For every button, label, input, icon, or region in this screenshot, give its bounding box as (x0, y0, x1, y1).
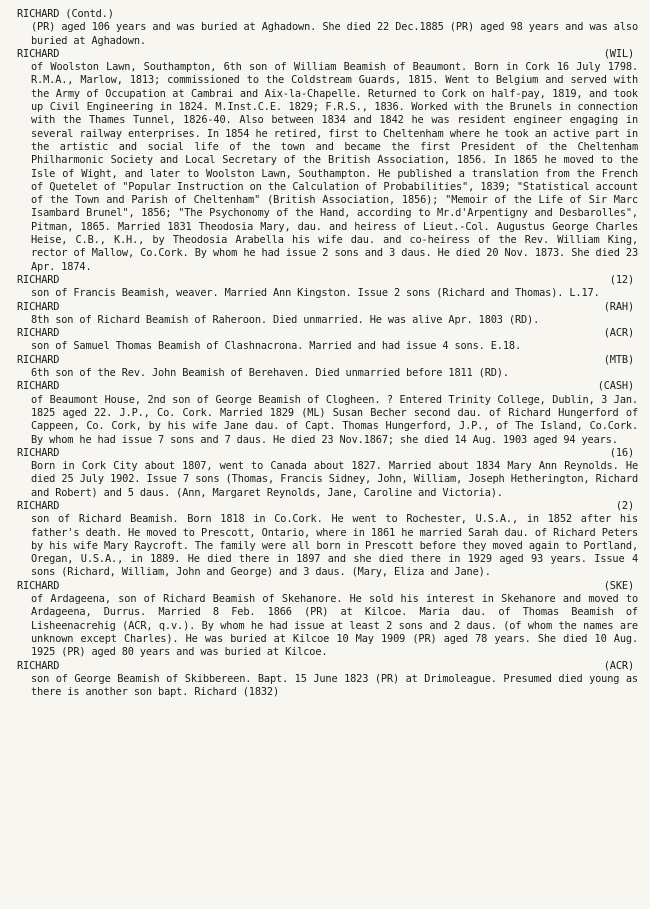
entry-heading (17, 274, 638, 287)
entry-name: RICHARD (17, 380, 60, 393)
entry-name: RICHARD (17, 273, 60, 286)
entry-text: son of Francis Beamish, weaver. Married Ann Kingston. Issue 2 sons (Richard and Thomas). L.17. (31, 287, 600, 300)
genealogy-entry (17, 48, 638, 274)
entry-text: Born in Cork City about 1807, went to Canada about 1827. Married about 1834 Mary Ann Reynolds. He died 25 July 1902. Issue 7 sons (Thomas, Francis Sidney, John, William, Joseph Hetherington, Richard and Robert) and 5 daus. (Ann, Margaret Reynolds, Jane, Caroline and Victoria). (31, 460, 638, 499)
entry-name: RICHARD (17, 446, 60, 459)
genealogy-entry (17, 274, 638, 301)
genealogy-entry (17, 327, 638, 354)
genealogy-entry (17, 354, 638, 381)
continued-text: (PR) aged 106 years and was buried at Aghadown. She died 22 Dec.1885 (PR) aged 98 years and was also buried at Aghadown. (31, 21, 638, 47)
genealogy-entry (17, 380, 638, 446)
entry-heading (17, 380, 638, 393)
genealogy-entry (17, 580, 638, 660)
entry-text: son of Samuel Thomas Beamish of Clashnacrona. Married and had issue 4 sons. E.18. (31, 340, 521, 353)
entry-text: son of George Beamish of Skibbereen. Bapt. 15 June 1823 (PR) at Drimoleague. Presumed died young as there is another son bapt. Richard (1832) (31, 672, 638, 699)
continued-heading: RICHARD (Contd.) (17, 8, 114, 20)
entry-text: of Ardageena, son of Richard Beamish of Skehanore. He sold his interest in Skehanore and moved to Ardageena, Durrus. Married 8 Feb. 1866 (PR) at Kilcoe. Maria dau. of Thomas Beamish of Lisheenacrehig (ACR, q.v.). By whom he had issue at least 2 sons and 2 daus. (of whom the names are unknown except Charles). He was buried at Kilcoe 10 May 1909 (PR) aged 78 years. She died 10 Aug. 1925 (PR) aged 80 years and was buried at Kilcoe. (31, 593, 638, 659)
entry-name: RICHARD (17, 47, 60, 60)
entry-text: son of Richard Beamish. Born 1818 in Co.Cork. He went to Rochester, U.S.A., in 1852 after his father's death. He moved to Prescott, Ontario, where in 1861 he married Sarah dau. of Richard Peters by his wife Mary Raycroft. The family were all born in Prescott before they moved again to Portland, Oregan, U.S.A., in 1889. He died there in 1897 and she died there in 1929 aged 93 years. Issue 4 sons (Richard, William, John and George) and 3 daus. (Mary, Eliza and Jane). (31, 513, 638, 579)
entry-name: RICHARD (17, 659, 60, 672)
entry-heading (17, 580, 638, 593)
entry-heading (17, 8, 638, 21)
entry-branch-code: (WIL) (603, 47, 634, 60)
entry-name: RICHARD (17, 579, 60, 592)
genealogy-entry (17, 301, 638, 328)
entry-heading (17, 48, 638, 61)
entry-branch-code: (16) (609, 446, 634, 459)
genealogy-entry (17, 660, 638, 700)
entry-heading (17, 327, 638, 340)
entry-text: 8th son of Richard Beamish of Raheroon. Died unmarried. He was alive Apr. 1803 (RD). (31, 313, 540, 326)
genealogy-entry (17, 447, 638, 500)
entry-branch-code: (CASH) (597, 380, 634, 393)
entry-branch-code: (MTB) (603, 353, 634, 366)
entry-name: RICHARD (17, 327, 60, 340)
entry-branch-code: (SKE) (603, 579, 634, 592)
continued-entry (17, 8, 638, 48)
entry-text: of Woolston Lawn, Southampton, 6th son of William Beamish of Beaumont. Born in Cork 16 July 1798. R.M.A., Marlow, 1813; commissioned to the Coldstream Guards, 1815. Went to Belgium and served with the Army of Occupation at Cambrai and Aix-la-Chapelle. Returned to Cork on half-pay, 1819, and took up Civil Engineering in 1824. M.Inst.C.E. 1829; F.R.S., 1836. Worked with the Brunels in connection with the Thames Tunnel, 1826-40. Also between 1834 and 1842 he was resident engineer engaging in several railway enterprises. In 1854 he retired, first to Cheltenham where he took an active part in the artistic and social life of the town and became the first President of the Cheltenham Philharmonic Society and Local Secretary of the British Association, 1856. In 1865 he moved to the Isle of Wight, and later to Woolston Lawn, Southampton. He published a translation from the French of Quetelet of "Popular Instruction on the Calculation of Probabilities", 1839; "Statistical account of the Town and Parish of Cheltenham" (British Association, 1856); "Memoir of the Life of Sir Marc Isambard Brunel", 1856; "The Psychonomy of the Hand, according to Mr.d'Arpentigny and Desbarolles", Pitman, 1865. Married 1831 Theodosia Mary, dau. and heiress of Lieut.-Col. Augustus George Charles Heise, C.B., K.H., by Theodosia Arabella his wife dau. and co-heiress of the Rev. William King, rector of Mallow, Co.Cork. By whom he had issue 2 sons and 3 daus. He died 20 Nov. 1873. She died 23 Apr. 1874. (31, 61, 638, 273)
entry-branch-code: (RAH) (603, 300, 634, 313)
entry-text: of Beaumont House, 2nd son of George Beamish of Clogheen. ? Entered Trinity College, Dublin, 3 Jan. 1825 aged 22. J.P., Co. Cork. Married 1829 (ML) Susan Becher second dau. of Richard Hungerford of Cappeen, Co. Cork, by his wife Jane dau. of Capt. Thomas Hungerford, J.P., of The Island, Co.Cork. By whom he had issue 7 sons and 7 daus. He died 23 Nov.1867; she died 14 Aug. 1903 aged 94 years. (31, 393, 638, 446)
entry-name: RICHARD (17, 300, 60, 313)
entry-heading (17, 354, 638, 367)
genealogy-entry (17, 500, 638, 580)
entry-heading (17, 447, 638, 460)
entry-branch-code: (ACR) (603, 659, 634, 672)
entry-heading (17, 500, 638, 513)
entry-branch-code: (ACR) (603, 327, 634, 340)
entry-branch-code: (2) (615, 499, 634, 512)
entry-list (17, 48, 638, 700)
entry-heading (17, 301, 638, 314)
entry-heading (17, 660, 638, 673)
entry-name: RICHARD (17, 353, 60, 366)
entry-branch-code: (12) (609, 273, 634, 286)
entry-name: RICHARD (17, 499, 60, 512)
entry-text: 6th son of the Rev. John Beamish of Berehaven. Died unmarried before 1811 (RD). (31, 367, 509, 380)
